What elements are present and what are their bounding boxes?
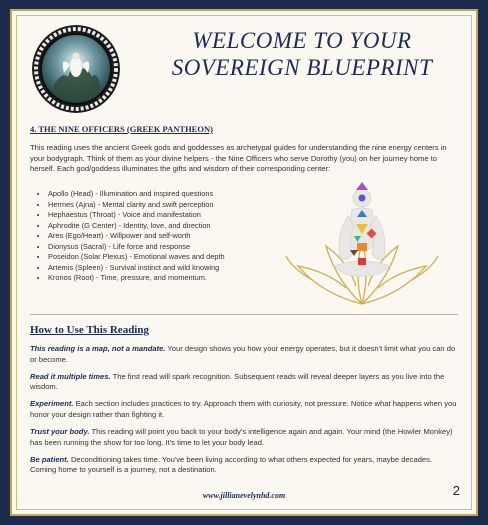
list-item: • Artemis (Spleen) - Survival instinct and wild knowing <box>48 263 338 274</box>
footer-website-link[interactable]: www.jillianevelynhd.com <box>202 491 286 500</box>
tip-text: Deconditioning takes time. You've been living according to what others expected for years, maybe decades. Coming home to yourself is a journey, not a destination. <box>30 454 433 475</box>
title-line-2: SOVEREIGN BLUEPRINT <box>171 55 433 80</box>
tip-lead: This reading is a map, not a mandate. <box>30 344 166 353</box>
list-item: • Kronos (Root) - Time, pressure, and momentum. <box>48 273 338 284</box>
section-intro: This reading uses the ancient Greek gods and goddesses as archetypal guides for understanding the nine energy centers in your bodygraph. Think of them as your divine helpers - the Nine Officers who serve Dorothy (you) on her journey home to herself. Each god/goddess illuminates the gifts and wisdom of their corresponding center: <box>30 143 447 174</box>
tip-lead: Trust your body. <box>30 427 90 437</box>
tip-lead: Be patient. <box>30 454 69 464</box>
lotus-chakra-meditation-icon <box>282 176 442 311</box>
tip-text: This reading will point you back to your body's intelligence again and again. Your mind (the Howler Monkey) has been running the show for too long. It's time to let your body lead. <box>30 427 453 447</box>
tip-text: The first read will spark recognition. Subsequent reads will reveal deeper layers as you live into the wisdom. <box>30 371 445 392</box>
page-number: 2 <box>452 483 460 498</box>
list-item: • Hermes (Ajna) - Mental clarity and swift perception <box>48 200 338 211</box>
tip-paragraph <box>30 427 460 448</box>
page-title <box>152 27 452 81</box>
list-item: • Apollo (Head) - Illumination and inspired questions <box>48 189 338 200</box>
howto-heading: How to Use This Reading <box>30 324 149 336</box>
tip-paragraph <box>30 344 460 365</box>
tip-lead: Experiment. <box>30 399 74 409</box>
section-heading: 4. THE NINE OFFICERS (GREEK PANTHEON) <box>30 124 213 134</box>
list-item: • Hephaestus (Throat) - Voice and manifestation <box>48 210 338 221</box>
tip-text: Your design shows you how your energy operates, but it doesn't limit what you can do or become. <box>30 344 456 364</box>
tip-text: Each section includes practices to try. Approach them with curiosity, not pressure. Notice what happens when you honor your design rather than fighting it. <box>30 399 457 419</box>
page-header <box>12 11 476 121</box>
list-item: • Dionysus (Sacral) - Life force and response <box>48 242 338 253</box>
list-item: • Ares (Ego/Heart) - Willpower and self-worth <box>48 231 338 242</box>
mythic-angel-medallion-icon <box>32 25 120 113</box>
section-divider <box>30 314 458 315</box>
document-page <box>10 9 478 516</box>
title-line-1: WELCOME TO YOUR <box>192 28 412 53</box>
tip-paragraph <box>30 399 460 420</box>
tip-lead: Read it multiple times. <box>30 371 111 381</box>
tip-paragraph <box>30 455 460 476</box>
tip-paragraph <box>30 372 460 393</box>
list-item: • Aphrodite (G Center) - Identity, love, and direction <box>48 221 338 232</box>
howto-tips <box>30 344 460 482</box>
list-item: • Poseidon (Solar Plexus) - Emotional waves and depth <box>48 252 338 263</box>
